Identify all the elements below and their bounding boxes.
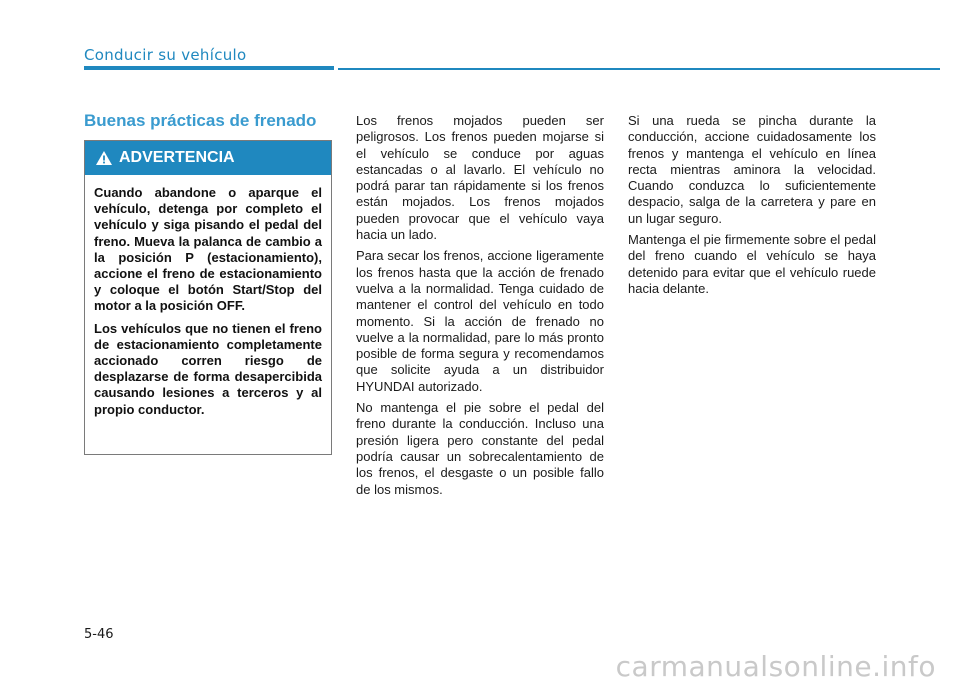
body-paragraph: Los frenos mojados pueden ser peligrosos. Los frenos pueden mojarse si el vehículo se conduce por aguas estancadas o al lavarlo. El vehículo no podrá parar tan rápidamente si los frenos están mojados. Los frenos mojados pueden provocar que el vehículo vaya hacia un lado. (356, 113, 604, 243)
warning-box (84, 140, 332, 455)
text-column-2 (356, 113, 604, 503)
watermark: carmanualsonline.info (615, 650, 936, 683)
body-paragraph: Si una rueda se pincha durante la conducción, accione cuidadosamente los frenos y mantenga el vehículo en línea recta mientras aminora la velocidad. Cuando conduzca lo suficientemente despacio, salga de la carretera y pare en un lugar seguro. (628, 113, 876, 226)
body-paragraph: Para secar los frenos, accione ligeramente los frenos hasta que la acción de frenado vuelva a la normalidad. Tenga cuidado de mantener el control del vehículo en todo momento. Si la acción de frenado no vuelve a la normalidad, pare lo más pronto posible de forma segura y recomendamos que solicite ayuda a un distribuidor HYUNDAI autorizado. (356, 248, 604, 394)
chapter-title: Conducir su vehículo (84, 46, 247, 64)
header-rule-thin (338, 68, 940, 70)
warning-header (85, 141, 331, 175)
page-number: 5-46 (84, 627, 114, 642)
warning-paragraph: Cuando abandone o aparque el vehículo, detenga por completo el vehículo y siga pisando el pedal del freno. Mueva la palanca de cambio a la posición P (estacionamiento), accione el freno de estacionamiento y coloque el botón Start/Stop del motor a la posición OFF. (94, 185, 322, 314)
warning-title: ADVERTENCIA (119, 149, 235, 166)
body-paragraph: Mantenga el pie firmemente sobre el pedal del freno cuando el vehículo se haya detenido para evitar que el vehículo ruede hacia delante. (628, 232, 876, 296)
warning-body (85, 175, 331, 418)
warning-paragraph: Los vehículos que no tienen el freno de estacionamiento completamente accionado corren riesgo de desplazarse de forma desapercibida causando lesiones a terceros y al propio conductor. (94, 320, 322, 417)
body-paragraph: No mantenga el pie sobre el pedal del freno durante la conducción. Incluso una presión ligera pero constante del pedal podría causar un sobrecalentamiento de los frenos, el desgaste o un posible fallo de los mismos. (356, 400, 604, 497)
warning-triangle-icon (95, 150, 113, 166)
section-heading: Buenas prácticas de frenado (84, 111, 317, 130)
header-rule-thick (84, 66, 334, 70)
text-column-3 (628, 113, 876, 302)
